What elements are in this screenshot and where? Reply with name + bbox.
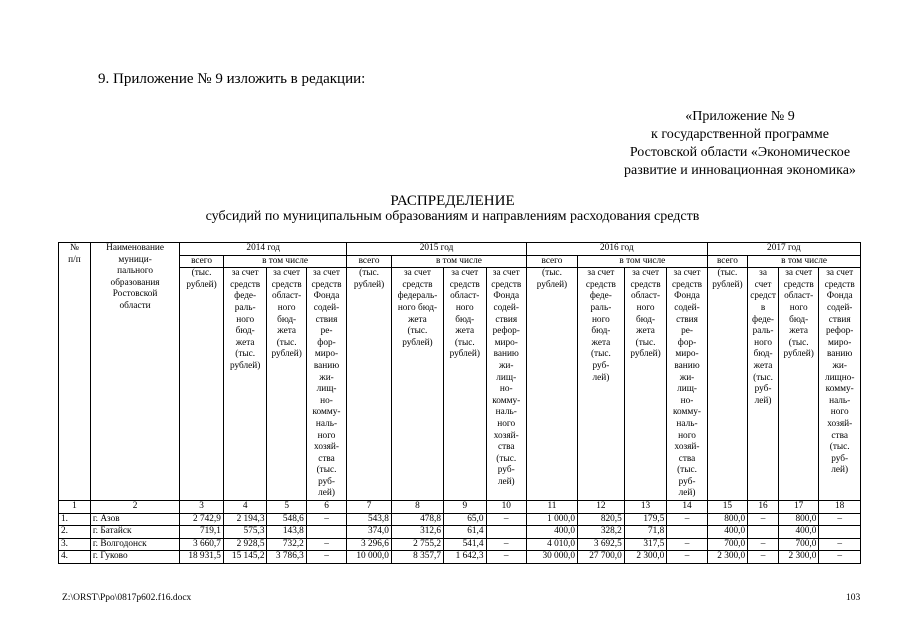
value-cell: 30 000,0 bbox=[526, 551, 577, 564]
table-body bbox=[59, 513, 861, 563]
header-year-2016: 2016 год bbox=[526, 243, 707, 256]
value-cell: 400,0 bbox=[707, 526, 747, 539]
row-number-cell: 4. bbox=[59, 551, 91, 564]
value-cell: 800,0 bbox=[778, 513, 818, 526]
header-fund-2016: за счет средств Фонда содей- ствия ре- фор- миро- ванию жи- лищ- но- комму- наль- ного хозяй- ства (тыс. руб- лей) bbox=[667, 268, 707, 501]
value-cell: 2 300,0 bbox=[778, 551, 818, 564]
value-cell: 10 000,0 bbox=[347, 551, 392, 564]
header-including: в том числе bbox=[391, 255, 526, 268]
value-cell: 2 928,5 bbox=[223, 538, 267, 551]
appendix-line-1: «Приложение № 9 bbox=[685, 109, 795, 124]
header-total-unit: (тыс. рублей) bbox=[347, 268, 392, 501]
value-cell: 719,1 bbox=[180, 526, 224, 539]
value-cell: – bbox=[819, 538, 861, 551]
value-cell: 18 931,5 bbox=[180, 551, 224, 564]
column-number: 12 bbox=[577, 501, 624, 514]
value-cell: 2 300,0 bbox=[707, 551, 747, 564]
header-including: в том числе bbox=[223, 255, 346, 268]
row-number-cell: 1. bbox=[59, 513, 91, 526]
value-cell: 3 296,6 bbox=[347, 538, 392, 551]
appendix-line-4: развитие и инновационная экономика» bbox=[624, 163, 856, 178]
value-cell bbox=[667, 526, 707, 539]
intro-text: 9. Приложение № 9 изложить в редакции: bbox=[98, 71, 366, 87]
header-total: всего bbox=[180, 255, 224, 268]
header-fund-2015: за счет средств Фонда содей- ствия рефор- миро- ванию жи- лищ- но- комму- наль- ного хозяй- ства (тыс. руб- лей) bbox=[486, 268, 526, 501]
value-cell: – bbox=[667, 513, 707, 526]
footer-page-number: 103 bbox=[846, 593, 861, 603]
value-cell: – bbox=[486, 551, 526, 564]
value-cell: 2 194,3 bbox=[223, 513, 267, 526]
value-cell: 541,4 bbox=[444, 538, 487, 551]
value-cell: 312,6 bbox=[391, 526, 443, 539]
value-cell: 71,8 bbox=[624, 526, 667, 539]
column-number: 17 bbox=[778, 501, 818, 514]
column-number: 6 bbox=[306, 501, 346, 514]
subsidy-distribution-table bbox=[58, 242, 861, 564]
value-cell: – bbox=[748, 551, 779, 564]
value-cell: 700,0 bbox=[707, 538, 747, 551]
value-cell: – bbox=[486, 538, 526, 551]
value-cell: – bbox=[667, 551, 707, 564]
value-cell: 143,8 bbox=[267, 526, 306, 539]
column-number: 5 bbox=[267, 501, 306, 514]
column-number: 11 bbox=[526, 501, 577, 514]
row-number-cell: 2. bbox=[59, 526, 91, 539]
header-year-2015: 2015 год bbox=[347, 243, 527, 256]
column-number: 4 bbox=[223, 501, 267, 514]
value-cell: – bbox=[667, 538, 707, 551]
column-number: 1 bbox=[59, 501, 91, 514]
column-number: 14 bbox=[667, 501, 707, 514]
value-cell bbox=[306, 526, 346, 539]
value-cell: 548,6 bbox=[267, 513, 306, 526]
footer-file-path: Z:\ORST\Ppo\0817p602.f16.docx bbox=[62, 593, 192, 603]
municipality-cell: г. Волгодонск bbox=[90, 538, 179, 551]
header-total-unit: (тыс. рублей) bbox=[526, 268, 577, 501]
column-number-row bbox=[59, 501, 861, 514]
header-total: всего bbox=[707, 255, 747, 268]
header-federal-2014: за счет средств феде- раль- ного бюд- жета (тыс. рублей) bbox=[223, 268, 267, 501]
header-total-unit: (тыс. рублей) bbox=[180, 268, 224, 501]
municipality-cell: г. Гуково bbox=[90, 551, 179, 564]
header-including: в том числе bbox=[577, 255, 707, 268]
value-cell: 2 300,0 bbox=[624, 551, 667, 564]
value-cell: 374,0 bbox=[347, 526, 392, 539]
header-regional-2015: за счет средств област- ного бюд- жета (тыс. рублей) bbox=[444, 268, 487, 501]
value-cell: 820,5 bbox=[577, 513, 624, 526]
value-cell: 179,5 bbox=[624, 513, 667, 526]
value-cell: 3 660,7 bbox=[180, 538, 224, 551]
value-cell: 478,8 bbox=[391, 513, 443, 526]
header-row-groups bbox=[59, 255, 861, 268]
value-cell: 328,2 bbox=[577, 526, 624, 539]
value-cell: 27 700,0 bbox=[577, 551, 624, 564]
column-number: 13 bbox=[624, 501, 667, 514]
document-subtitle: субсидий по муниципальным образованиям и направлениям расходования средств bbox=[205, 209, 700, 224]
value-cell: 3 786,3 bbox=[267, 551, 306, 564]
value-cell: 15 145,2 bbox=[223, 551, 267, 564]
value-cell: 575,3 bbox=[223, 526, 267, 539]
column-number: 18 bbox=[819, 501, 861, 514]
header-total: всего bbox=[347, 255, 392, 268]
value-cell: – bbox=[486, 513, 526, 526]
value-cell: – bbox=[306, 538, 346, 551]
header-regional-2014: за счет средств област- ного бюд- жета (тыс. рублей) bbox=[267, 268, 306, 501]
header-total: всего bbox=[526, 255, 577, 268]
header-regional-2016: за счет средств област- ного бюд- жета (тыс. рублей) bbox=[624, 268, 667, 501]
header-year-2017: 2017 год bbox=[707, 243, 860, 256]
column-number: 3 bbox=[180, 501, 224, 514]
table-row bbox=[59, 526, 861, 539]
column-number: 7 bbox=[347, 501, 392, 514]
value-cell: 317,5 bbox=[624, 538, 667, 551]
header-fund-2014: за счет средств Фонда содей- ствия ре- фор- миро- ванию жи- лищ- но- комму- наль- ного хозяй- ства (тыс. руб- лей) bbox=[306, 268, 346, 501]
value-cell: – bbox=[306, 513, 346, 526]
header-municipality: Наименование муници- пального образования Ростовской области bbox=[90, 243, 179, 501]
value-cell: 3 692,5 bbox=[577, 538, 624, 551]
value-cell: 1 642,3 bbox=[444, 551, 487, 564]
header-regional-2017: за счет средств област- ного бюд- жета (тыс. рублей) bbox=[778, 268, 818, 501]
document-title: РАСПРЕДЕЛЕНИЕ bbox=[390, 193, 515, 209]
value-cell: – bbox=[819, 513, 861, 526]
column-number: 2 bbox=[90, 501, 179, 514]
header-row-sources bbox=[59, 268, 861, 501]
header-number: № п/п bbox=[59, 243, 91, 501]
value-cell: – bbox=[306, 551, 346, 564]
appendix-header bbox=[580, 108, 900, 180]
table-row bbox=[59, 538, 861, 551]
value-cell: 2 742,9 bbox=[180, 513, 224, 526]
column-number: 15 bbox=[707, 501, 747, 514]
municipality-cell: г. Батайск bbox=[90, 526, 179, 539]
value-cell: 543,8 bbox=[347, 513, 392, 526]
value-cell: 700,0 bbox=[778, 538, 818, 551]
column-number: 8 bbox=[391, 501, 443, 514]
value-cell: 4 010,0 bbox=[526, 538, 577, 551]
value-cell: 1 000,0 bbox=[526, 513, 577, 526]
column-number: 10 bbox=[486, 501, 526, 514]
row-number-cell: 3. bbox=[59, 538, 91, 551]
column-number: 16 bbox=[748, 501, 779, 514]
table-row bbox=[59, 513, 861, 526]
header-federal-2017: за счет средств феде- раль- ного бюд- жета (тыс. руб- лей) bbox=[748, 268, 779, 501]
value-cell: – bbox=[748, 538, 779, 551]
value-cell: 400,0 bbox=[526, 526, 577, 539]
value-cell: 61,4 bbox=[444, 526, 487, 539]
header-federal-2015: за счет средств федераль- ного бюд- жета (тыс. рублей) bbox=[391, 268, 443, 501]
value-cell: 65,0 bbox=[444, 513, 487, 526]
value-cell: 8 357,7 bbox=[391, 551, 443, 564]
value-cell: – bbox=[819, 551, 861, 564]
municipality-cell: г. Азов bbox=[90, 513, 179, 526]
appendix-line-3: Ростовской области «Экономическое bbox=[629, 145, 851, 160]
value-cell: 732,2 bbox=[267, 538, 306, 551]
value-cell bbox=[486, 526, 526, 539]
header-federal-2016: за счет средств феде- раль- ного бюд- жета (тыс. руб- лей) bbox=[577, 268, 624, 501]
value-cell: 800,0 bbox=[707, 513, 747, 526]
header-fund-2017: за счет средств Фонда содей- ствия рефор- миро- ванию жи- лищно- комму- наль- ного хозяй- ства (тыс. руб- лей) bbox=[819, 268, 861, 501]
value-cell: 2 755,2 bbox=[391, 538, 443, 551]
value-cell bbox=[819, 526, 861, 539]
header-including: в том числе bbox=[748, 255, 861, 268]
value-cell: – bbox=[748, 513, 779, 526]
header-year-2014: 2014 год bbox=[180, 243, 347, 256]
column-number: 9 bbox=[444, 501, 487, 514]
appendix-line-2: к государственной программе bbox=[651, 127, 829, 142]
header-total-unit: (тыс. рублей) bbox=[707, 268, 747, 501]
value-cell: 400,0 bbox=[778, 526, 818, 539]
value-cell bbox=[748, 526, 779, 539]
header-row-years bbox=[59, 243, 861, 256]
table-row bbox=[59, 551, 861, 564]
